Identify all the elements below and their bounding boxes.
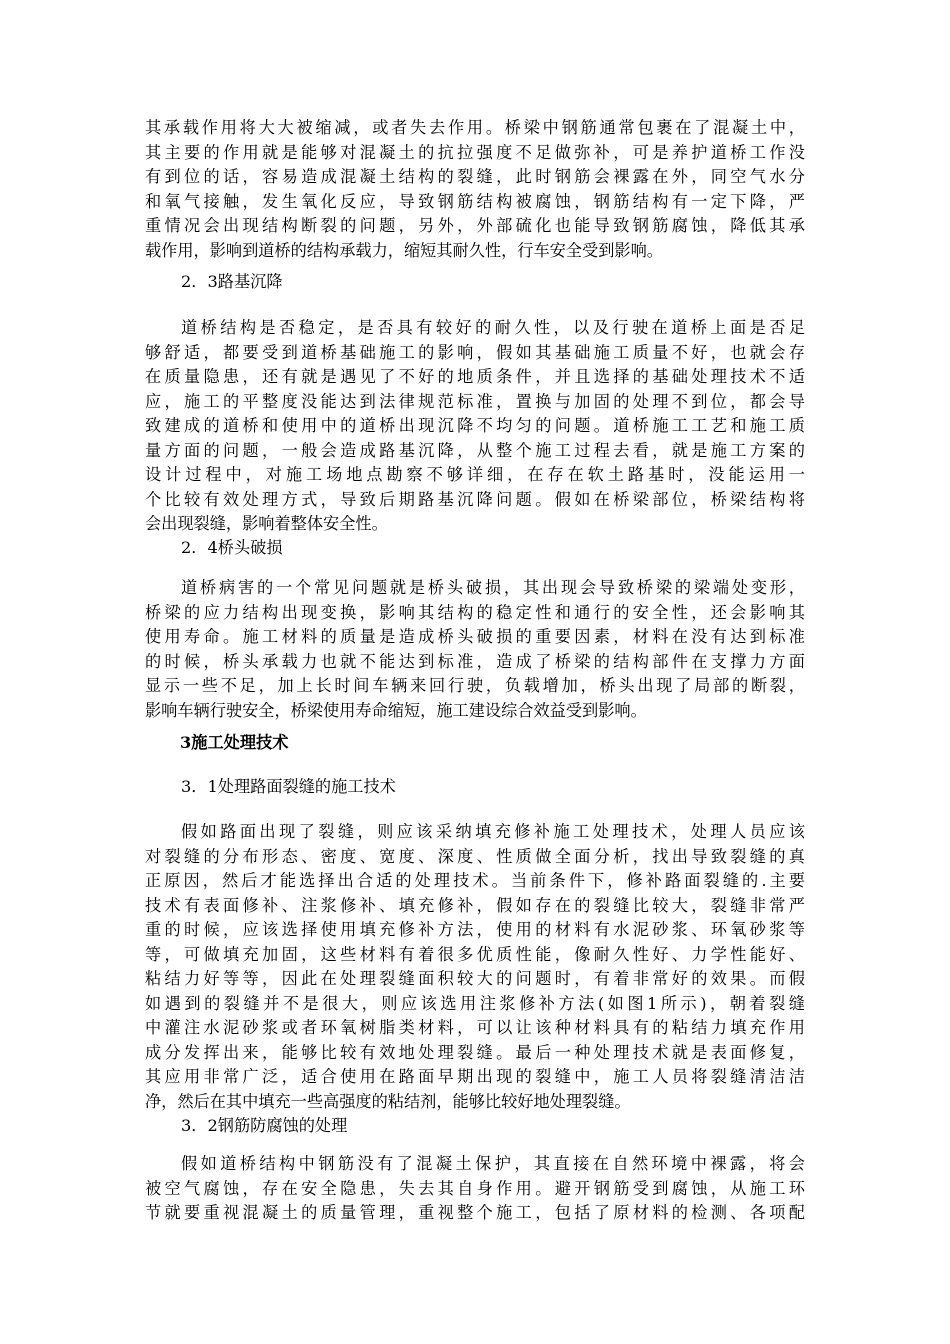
text-line: 其主要的作用就是能够对混凝土的抗拉强度不足做弥补，可是养护道桥工作没 xyxy=(145,142,805,162)
text-line: 应，施工的平整度没能达到法律规范标准，置换与加固的处理不到位，都会导 xyxy=(145,391,805,411)
chapter-heading-3: 3施工处理技术 xyxy=(180,733,289,752)
text-line: 等，可做填充加固，这些材料有着很多优质性能，像耐久性好、力学性能好、 xyxy=(145,944,805,964)
text-line: 正原因，然后才能选择出合适的处理技术。当前条件下，修补路面裂缝的.主要 xyxy=(145,871,805,890)
text-line: 被空气腐蚀，存在安全隐患，失去其自身作用。避开钢筋受到腐蚀，从施工环 xyxy=(145,1178,805,1198)
text-line: 假如路面出现了裂缝，则应该采纳填充修补施工处理技术，处理人员应该 xyxy=(181,822,805,841)
text-line: 个比较有效处理方式，导致后期路基沉降问题。假如在桥梁部位，桥梁结构将 xyxy=(145,489,805,509)
text-line: 其承载作用将大大被缩减，或者失去作用。桥梁中钢筋通常包裹在了混凝土中， xyxy=(145,118,805,137)
text-line: 道桥病害的一个常见问题就是桥头破损，其出现会导致桥梁的梁端处变形， xyxy=(181,578,805,597)
text-line: 粘结力好等等，因此在处理裂缝面积较大的问题时，有着非常好的效果。而假 xyxy=(145,969,805,988)
text-line: 和氧气接触，发生氧化反应，导致钢筋结构被腐蚀，钢筋结构有一定下降，严 xyxy=(145,191,805,211)
paragraph-rebar-corrosion-continued xyxy=(145,116,805,263)
text-line: 载作用，影响到道桥的结构承载力，缩短其耐久性，行车安全受到影响。 xyxy=(145,240,663,260)
section-heading-3-1: 3．1处理路面裂缝的施工技术 xyxy=(181,777,396,796)
text-line: 重的时候，应该选择使用填充修补方法，使用的材料有水泥砂浆、环氧砂浆等 xyxy=(145,920,805,939)
text-line: 假如道桥结构中钢筋没有了混凝土保护，其直接在自然环境中裸露，将会 xyxy=(181,1154,805,1173)
text-line: 设计过程中，对施工场地点勘察不够详细，在存在软土路基时，没能运用一 xyxy=(145,465,805,484)
text-line: 显示一些不足，加上长时间车辆来回行驶，负载增加，桥头出现了局部的断裂， xyxy=(145,676,805,695)
section-heading-2-4: 2．4桥头破损 xyxy=(181,538,283,557)
text-line: 桥梁的应力结构出现变换，影响其结构的稳定性和通行的安全性，还会影响其 xyxy=(145,602,805,622)
text-line: 道桥结构是否稳定，是否具有较好的耐久性，以及行驶在道桥上面是否足 xyxy=(181,318,805,337)
text-line: 对裂缝的分布形态、密度、宽度、深度、性质做全面分析，找出导致裂缝的真 xyxy=(145,846,805,866)
section-heading-3-2: 3．2钢筋防腐蚀的处理 xyxy=(181,1116,348,1135)
text-line: 如遇到的裂缝并不是很大，则应该选用注浆修补方法(如图1所示)，朝着裂缝 xyxy=(145,993,805,1013)
text-line: 中灌注水泥砂浆或者环氧树脂类材料，可以让该种材料具有的粘结力填充作用 xyxy=(145,1018,805,1037)
text-line: 其应用非常广泛，适合使用在路面早期出现的裂缝中，施工人员将裂缝清洁洁 xyxy=(145,1067,805,1086)
text-line: 在质量隐患，还有就是遇见了不好的地质条件，并且选择的基础处理技术不适 xyxy=(145,367,805,386)
text-line: 技术有表面修补、注浆修补、填充修补，假如存在的裂缝比较大，裂缝非常严 xyxy=(145,895,805,915)
paragraph-pavement-crack-repair xyxy=(145,820,805,1114)
text-line: 成分发挥出来，能够比较有效地处理裂缝。最后一种处理技术就是表面修复， xyxy=(145,1042,805,1062)
text-line: 净，然后在其中填充一些高强度的粘结剂，能够比较好地处理裂缝。 xyxy=(145,1091,631,1111)
paragraph-bridge-head-damage xyxy=(145,576,805,723)
paragraph-rebar-anticorrosion xyxy=(145,1152,805,1226)
text-line: 有到位的话，容易造成混凝土结构的裂缝，此时钢筋会裸露在外，同空气水分 xyxy=(145,167,805,186)
text-line: 致建成的道桥和使用中的道桥出现沉降不均匀的问题。道桥施工工艺和施工质 xyxy=(145,416,805,435)
text-line: 使用寿命。施工材料的质量是造成桥头破损的重要因素，材料在没有达到标准 xyxy=(145,627,805,646)
text-line: 节就要重视混凝土的质量管理，重视整个施工，包括了原材料的检测、各项配 xyxy=(145,1203,805,1222)
text-line: 的时候，桥头承载力也就不能达到标准，造成了桥梁的结构部件在支撑力方面 xyxy=(145,651,805,671)
text-line: 影响车辆行驶安全，桥梁使用寿命缩短，施工建设综合效益受到影响。 xyxy=(145,700,647,720)
text-line: 会出现裂缝，影响着整体安全性。 xyxy=(145,514,388,533)
text-line: 量方面的问题，一般会造成路基沉降，从整个施工过程去看，就是施工方案的 xyxy=(145,440,805,460)
text-line: 重情况会出现结构断裂的问题，另外，外部硫化也能导致钢筋腐蚀，降低其承 xyxy=(145,216,805,235)
section-heading-2-3: 2．3路基沉降 xyxy=(181,272,283,291)
text-line: 够舒适，都要受到道桥基础施工的影响，假如其基础施工质量不好，也就会存 xyxy=(145,342,805,362)
paragraph-subgrade-settlement xyxy=(145,316,805,537)
